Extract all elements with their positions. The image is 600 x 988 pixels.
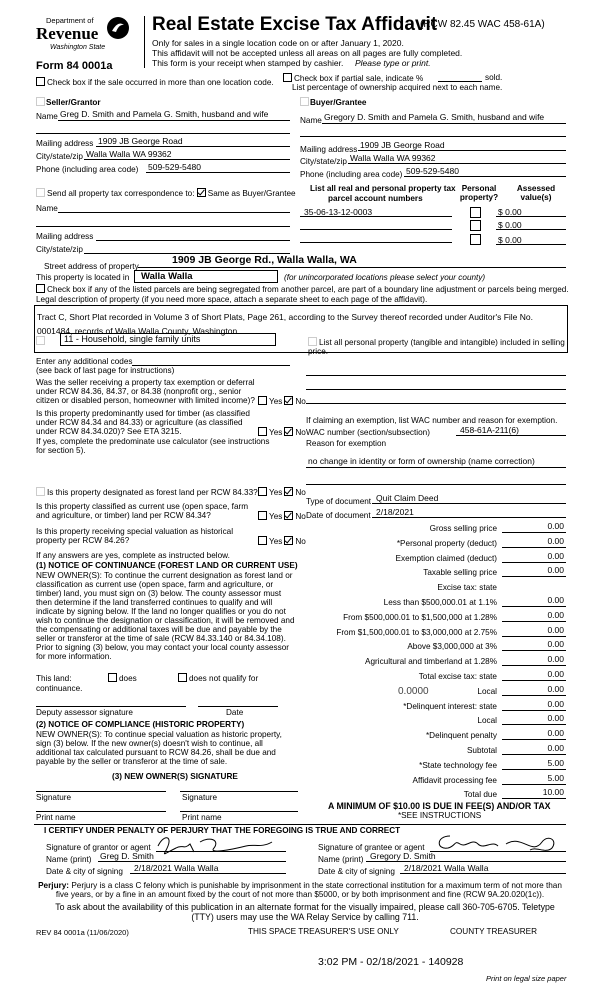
doc-date-line [372, 517, 566, 518]
perjury-text: Perjury is a class C felony which is punishable by imprisonment in the state correctional institution for a maximum term of not more than five years, or by a fine in an amount fixed by the court of not more than $5000, or by both imprisonment and fine (RCW 9A.20.020(1c)). [55, 881, 562, 899]
grantor-date-line [130, 873, 286, 874]
tax-row-value[interactable]: 0.00 [547, 565, 564, 575]
tax-row-line [502, 650, 566, 651]
q2-text: Is this property predominantly used for timber (as classified under RCW 84.34 and 84.33) or agriculture (as classified under RCW 84.34.020)? See ETA 3215. [36, 409, 250, 436]
doc-date-value[interactable]: 2/18/2021 [376, 507, 414, 517]
tax-row-value[interactable]: 0.00 [547, 536, 564, 546]
personal-list-marker [308, 337, 317, 346]
tax-row-value[interactable]: 0.00 [547, 551, 564, 561]
tax-row-line [502, 606, 566, 607]
personal-head: Personal property? [459, 184, 499, 202]
seller-phone[interactable]: 509-529-5480 [148, 162, 201, 172]
tax-row-value[interactable]: 0.00 [547, 610, 564, 620]
tax-row-line [502, 576, 566, 577]
assessed-line-3 [496, 244, 566, 245]
personal-checkbox-1[interactable] [470, 207, 483, 219]
tax-row-label: Gross selling price [429, 524, 497, 533]
parcel-line-2[interactable] [300, 229, 452, 230]
seller-mailing[interactable]: 1909 JB George Road [98, 136, 183, 146]
grantee-date-line [400, 873, 566, 874]
seller-city[interactable]: Walla Walla WA 99362 [86, 149, 172, 159]
minimum-line-1: A MINIMUM OF $10.00 IS DUE IN FEE(S) AND/OR TAX [328, 801, 551, 811]
header-line-1: Only for sales in a single location code on or after January 1, 2020. [152, 38, 404, 48]
deputy-label: Deputy assessor signature [36, 708, 133, 717]
tax-row-label: Affidavit processing fee [412, 776, 497, 785]
street-line [138, 267, 566, 268]
assessed-value-1[interactable]: $ 0.00 [498, 207, 522, 217]
notice-2-text: NEW OWNER(S): To continue special valuation as historic property, sign (3) below. If the new owner(s) doesn't wish to continue, all additional tax calculated pursuant to RCW 84.26, shall be due and payable by the seller or transferor at the time of sale. [36, 730, 282, 766]
correspondence-marker [36, 188, 45, 197]
tax-row-line [502, 695, 566, 696]
tax-row-line [502, 710, 566, 711]
revenue-swirl-icon [106, 16, 130, 40]
reason-line-1 [306, 467, 566, 468]
header-line-3b: Please type or print. [355, 58, 431, 68]
seller-phone-label: Phone (including area code) [36, 165, 139, 174]
tax-row-label: *State technology fee [419, 761, 497, 770]
parcel-line-3[interactable] [300, 242, 452, 243]
grantor-date[interactable]: 2/18/2021 Walla Walla [134, 863, 219, 873]
additional-codes-label: Enter any additional codes [36, 357, 133, 366]
personal-list-label [308, 337, 566, 356]
seller-phone-line [146, 172, 290, 173]
q2-no-checkbox[interactable] [284, 427, 293, 436]
seller-city-label: City/state/zip [36, 152, 83, 161]
tax-row-label: Total due [463, 790, 497, 799]
personal-checkbox-3[interactable] [470, 234, 483, 246]
same-as-buyer-checkbox[interactable] [197, 188, 206, 197]
tax-row-label: Exemption claimed (deduct) [395, 554, 497, 563]
grantor-name[interactable]: Greg D. Smith [100, 851, 154, 861]
q3-label: Is this property designated as forest land per RCW 84.33? [47, 488, 258, 497]
personal-list-text: List all personal property (tangible and intangible) included in selling price. [308, 338, 565, 356]
tax-row-label: Local [477, 716, 497, 725]
multi-location-checkbox[interactable] [36, 77, 45, 86]
doc-date-label: Date of document [306, 511, 371, 520]
segregate-check[interactable] [36, 284, 569, 294]
doc-type-label: Type of document [306, 497, 372, 506]
use-code-select[interactable] [60, 333, 276, 346]
tax-row-line [502, 798, 566, 799]
use-code-value: 11 - Household, single family units [64, 334, 201, 344]
buyer-city[interactable]: Walla Walla WA 99362 [350, 153, 436, 163]
parcel-number-1[interactable]: 35-06-13-12-0003 [304, 207, 373, 217]
tax-row-value[interactable]: 0.00 [547, 728, 564, 738]
tax-row-label: *Personal property (deduct) [396, 539, 497, 548]
tax-row-value[interactable]: 0.00 [547, 684, 564, 694]
q3-yes-checkbox[interactable] [258, 487, 267, 496]
multi-location-check[interactable] [36, 77, 274, 87]
q4-yes-label: Yes [269, 512, 283, 521]
q4-answer [258, 511, 306, 521]
q5-text: Is this property receiving special valuation as historical property per RCW 84.26? [36, 527, 234, 545]
tax-row-label: Excise tax: state [437, 583, 497, 592]
buyer-marker [300, 97, 309, 106]
tax-row-line [502, 547, 566, 548]
header-line-2: This affidavit will not be accepted unless all areas on all pages are fully completed. [152, 48, 463, 58]
notice-2-title: (2) NOTICE OF COMPLIANCE (HISTORIC PROPERTY) [36, 720, 245, 729]
partial-percent-field[interactable] [438, 81, 482, 82]
located-note: (for unincorporated locations please select your county) [284, 273, 486, 282]
grantor-date-label: Date & city of signing [46, 867, 123, 876]
does-not-label: does not qualify for [189, 674, 259, 683]
assessed-head: Assessed value(s) [516, 184, 556, 202]
tax-row-label: Total excise tax: state [418, 672, 497, 681]
owner-sig-line-1[interactable] [36, 791, 166, 792]
same-as-buyer-label: Same as Buyer/Grantee [207, 189, 296, 198]
buyer-name-line [322, 123, 566, 124]
q5-yes-checkbox[interactable] [258, 536, 267, 545]
buyer-mailing-line [358, 150, 566, 151]
corr-name-line[interactable] [58, 212, 290, 213]
notice-3-title: (3) NEW OWNER(S) SIGNATURE [112, 772, 238, 781]
correspondence-label: Send all property tax correspondence to: [47, 189, 195, 198]
minimum-line-2: *SEE INSTRUCTIONS [398, 811, 482, 820]
buyer-heading: Buyer/Grantee [310, 98, 367, 107]
q1-no-label: No [295, 397, 306, 406]
tax-row-label: Taxable selling price [423, 568, 497, 577]
q4-no-label: No [295, 512, 306, 521]
header-divider [144, 16, 145, 68]
tax-row-line [502, 636, 566, 637]
county-treasurer: COUNTY TREASURER [450, 927, 538, 936]
tax-row-label: *Delinquent penalty [425, 731, 497, 740]
q3-text [36, 487, 258, 497]
segregate-label: Check box if any of the listed parcels are being segregated from another parcel, are part of a boundary line adjustment or parcels being merged. [47, 285, 569, 294]
reason-line-2[interactable] [306, 484, 566, 485]
grantor-name-label: Name (print) [46, 855, 92, 864]
tax-row-label: Agricultural and timberland at 1.28% [365, 657, 497, 666]
q3-yes-label: Yes [269, 488, 283, 497]
does-label: does [119, 674, 137, 683]
tax-row-value[interactable]: 0.00 [547, 625, 564, 635]
tax-row-line [502, 769, 566, 770]
buyer-name[interactable]: Gregory D. Smith and Pamela G. Smith, husband and wife [324, 112, 545, 122]
county-select[interactable] [134, 270, 278, 283]
tax-row-label: *Delinquent interest: state [403, 702, 497, 711]
sold-label: sold. [485, 73, 503, 82]
correspondence-row [36, 188, 296, 198]
tax-row-value[interactable]: 0.00 [547, 669, 564, 679]
q5-no-checkbox[interactable] [284, 536, 293, 545]
seller-name-line [58, 120, 290, 121]
percent-ownership-note: List percentage of ownership acquired next to each name. [292, 83, 503, 92]
located-label: This property is located in [36, 273, 130, 282]
tax-row-value[interactable]: 0.00 [547, 699, 564, 709]
q2-yes-label: Yes [269, 428, 283, 437]
q2b-text: If yes, complete the predominate use calculator (see instructions for section 5). [36, 437, 270, 455]
tax-row-line [502, 754, 566, 755]
q4-text: Is this property classified as current use (open space, farm and agriculture, or timber) land per RCW 84.34? [36, 502, 249, 520]
logo-dept: Department of [46, 16, 94, 25]
tax-row-value[interactable]: 0.00 [547, 521, 564, 531]
does-option[interactable] [108, 673, 137, 683]
owner-print-label-1: Print name [36, 813, 76, 822]
q3-no-checkbox[interactable] [284, 487, 293, 496]
partial-sale-check[interactable] [283, 73, 423, 83]
seller-city-line [84, 159, 290, 160]
grantee-name-label: Name (print) [318, 855, 364, 864]
q2-no-label: No [295, 428, 306, 437]
tax-row-line [502, 665, 566, 666]
q3-marker [36, 487, 45, 496]
q4-no-checkbox[interactable] [284, 511, 293, 520]
partial-sale-label: Check box if partial sale, indicate % [294, 74, 424, 83]
doc-type-line [372, 503, 566, 504]
notice-1-text: NEW OWNER(S): To continue the current designation as forest land or classification as current use (open space, farm and agriculture, or timber) land, you must sign on (3) below. The county assessor must then determine if the land transferred continues to qualify and will indicate by signing below. If the land no longer qualifies or you do not wish to continue the designation or classification, it will be removed and the compensating or additional taxes will be due and payable by the seller or transferor at the time of sale (RCW 84.33.140 or 84.34.108). Prior to signing (3) below, you may contact your local county assessor for more information. [36, 571, 295, 661]
tax-row-line [502, 562, 566, 563]
county-value: Walla Walla [141, 271, 193, 282]
personal-checkbox-2[interactable] [470, 220, 483, 232]
seller-mailing-label: Mailing address [36, 139, 94, 148]
corr-mailing-label: Mailing address [36, 232, 94, 241]
tax-row-value[interactable]: 10.00 [542, 787, 564, 797]
seller-mailing-line [96, 146, 290, 147]
legal-size-note: Print on legal size paper [486, 974, 567, 983]
does-not-checkbox[interactable] [178, 673, 187, 682]
seller-heading: Seller/Grantor [46, 98, 101, 107]
assessed-line-1 [496, 216, 566, 217]
owner-print-label-2: Print name [182, 813, 222, 822]
owner-print-line-2[interactable] [180, 811, 298, 812]
parcel-line-1 [300, 216, 452, 217]
grantee-date[interactable]: 2/18/2021 Walla Walla [404, 863, 489, 873]
personal-list-line-3[interactable] [306, 403, 566, 404]
legal-description: Tract C, Short Plat recorded in Volume 3 of Short Plats, Page 261, according to the Survey thereof recorded under Auditor's File No. 0001484, records of Walla Walla County, Washington. [37, 312, 533, 336]
corr-name-line-2[interactable] [36, 226, 290, 227]
grantee-date-label: Date & city of signing [318, 867, 395, 876]
tax-row-label: From $1,500,000.01 to $3,000,000 at 2.75% [336, 628, 497, 637]
form-title: Real Estate Excise Tax Affidavit [152, 14, 438, 35]
treasurer-stamp: 3:02 PM - 02/18/2021 - 140928 [318, 956, 464, 968]
tax-row-line [502, 724, 566, 725]
buyer-mailing[interactable]: 1909 JB George Road [360, 140, 445, 150]
buyer-phone-line [404, 176, 566, 177]
multi-location-label: Check box if the sale occurred in more than one location code. [47, 78, 274, 87]
owner-sig-label-1: Signature [36, 793, 72, 802]
grantor-sig-label: Signature of grantor or agent [46, 843, 151, 852]
reason-label: Reason for exemption [306, 439, 387, 448]
dor-logo [36, 16, 136, 60]
form-number: Form 84 0001a [36, 60, 113, 72]
tax-row-label: Local [477, 687, 497, 696]
buyer-city-label: City/state/zip [300, 157, 347, 166]
street-label: Street address of property [44, 262, 139, 271]
assessed-value-3[interactable]: $ 0.00 [498, 235, 522, 245]
tax-row-label: Less than $500,000.01 at 1.1% [383, 598, 497, 607]
logo-brand: Revenue [36, 24, 99, 43]
local-rate[interactable]: 0.0000 [398, 686, 429, 697]
form-rcw: (RCW 82.45 WAC 458-61A) [420, 19, 545, 30]
does-not-option[interactable] [178, 673, 258, 683]
segregate-checkbox[interactable] [36, 284, 45, 293]
q1-no-checkbox[interactable] [284, 396, 293, 405]
this-land-label: This land: [36, 674, 72, 683]
buyer-name-line-2 [300, 136, 566, 137]
tax-row-value[interactable]: 0.00 [547, 743, 564, 753]
parcel-head-1: List all real and personal property tax [310, 184, 456, 193]
treasurer-only: THIS SPACE TREASURER'S USE ONLY [248, 927, 399, 936]
partial-sale-checkbox[interactable] [283, 73, 292, 82]
deputy-date-label: Date [226, 708, 244, 717]
tax-row-line [502, 739, 566, 740]
deputy-date-line[interactable] [198, 706, 278, 707]
tax-row-value[interactable]: 0.00 [547, 654, 564, 664]
corr-mailing-line[interactable] [96, 240, 290, 241]
wac-value[interactable]: 458-61A-211(6) [460, 425, 519, 435]
tax-row-line [502, 784, 566, 785]
personal-list-line-2[interactable] [306, 389, 566, 390]
grantor-signature [150, 832, 280, 858]
tax-row-line [502, 532, 566, 533]
reason-value[interactable]: no change in identity or form of ownership (name correction) [308, 456, 535, 466]
grantor-name-line [98, 861, 286, 862]
assessed-line-2 [496, 229, 566, 230]
perjury-label: Perjury: [38, 881, 70, 890]
q5-yes-label: Yes [269, 537, 283, 546]
buyer-city-line [348, 163, 566, 164]
tax-row-value[interactable]: 0.00 [547, 713, 564, 723]
certify-heading: I CERTIFY UNDER PENALTY OF PERJURY THAT THE FOREGOING IS TRUE AND CORRECT [44, 826, 401, 835]
perjury-notice [34, 881, 566, 899]
q1-text: Was the seller receiving a property tax exemption or deferral under RCW 84.36, 84.37, or 84.38 (nonprofit org., senior citizen or disabled person, homeowner with limited income)? [36, 378, 255, 405]
tax-row-value[interactable]: 0.00 [547, 639, 564, 649]
seller-name-line-2 [36, 133, 290, 134]
grantee-sig-label: Signature of grantee or agent [318, 843, 425, 852]
buyer-name-label: Name [300, 116, 322, 125]
buyer-phone[interactable]: 509-529-5480 [406, 166, 459, 176]
wac-label: WAC number (section/subsection) [306, 428, 430, 437]
q2-answer [258, 427, 306, 437]
grantee-name[interactable]: Gregory D. Smith [370, 851, 436, 861]
tax-row-value[interactable]: 5.00 [547, 773, 564, 783]
tax-row-label: From $500,000.01 to $1,500,000 at 1.28% [343, 613, 497, 622]
deputy-sig-line[interactable] [36, 706, 186, 707]
seller-name-label: Name [36, 112, 58, 121]
parcel-head-2: parcel account numbers [328, 194, 423, 203]
seller-name[interactable]: Greg D. Smith and Pamela G. Smith, husband and wife [60, 109, 269, 119]
q1-yes-checkbox[interactable] [258, 396, 267, 405]
personal-list-line-1[interactable] [306, 375, 566, 376]
tax-row-value[interactable]: 0.00 [547, 595, 564, 605]
owner-sig-line-2[interactable] [180, 791, 298, 792]
wac-line [456, 435, 566, 436]
does-checkbox[interactable] [108, 673, 117, 682]
if-any-note: If any answers are yes, complete as instructed below. [36, 551, 230, 560]
buyer-mailing-label: Mailing address [300, 145, 358, 154]
q2-yes-checkbox[interactable] [258, 427, 267, 436]
tax-row-line [502, 680, 566, 681]
logo-state: Washington State [50, 44, 106, 51]
owner-sig-label-2: Signature [182, 793, 218, 802]
q1-answer [258, 396, 306, 406]
q5-no-label: No [295, 537, 306, 546]
buyer-phone-label: Phone (including area code) [300, 170, 403, 179]
legal-label: Legal description of property (if you need more space, attach a separate sheet to each page of the affidavit). [36, 295, 428, 304]
q4-yes-checkbox[interactable] [258, 511, 267, 520]
rev-number: REV 84 0001a (11/06/2020) [36, 928, 129, 937]
tax-row-line [502, 621, 566, 622]
tax-row-label: Above $3,000,000 at 3% [407, 642, 497, 651]
exempt-claim-label: If claiming an exemption, list WAC number and reason for exemption. [306, 416, 558, 425]
grantee-signature [432, 830, 566, 858]
header-line-3: This form is your receipt when stamped by cashier. [152, 58, 344, 68]
notice-1-title: (1) NOTICE OF CONTINUANCE (FOREST LAND OR CURRENT USE) [36, 561, 298, 570]
assessed-value-2[interactable]: $ 0.00 [498, 220, 522, 230]
corr-city-label: City/state/zip [36, 245, 83, 254]
street-address[interactable]: 1909 JB George Rd., Walla Walla, WA [172, 254, 357, 266]
see-back-note: (see back of last page for instructions) [36, 366, 175, 375]
q3-no-label: No [295, 488, 306, 497]
q1-yes-label: Yes [269, 397, 283, 406]
owner-print-line-1[interactable] [36, 811, 166, 812]
q5-answer [258, 536, 306, 546]
alt-format-notice: To ask about the availability of this publication in an alternate format for the visually impaired, please call 360-705-6705. Teletype (TTY) users may use the WA Relay Service by calling 711. [55, 902, 555, 922]
continuance-label: continuance. [36, 684, 83, 693]
tax-row-value[interactable]: 5.00 [547, 758, 564, 768]
seller-marker [36, 97, 45, 106]
grantee-name-line [366, 861, 566, 862]
q3-answer [258, 487, 306, 497]
corr-name-label: Name [36, 204, 58, 213]
tax-row-label: Subtotal [466, 746, 497, 755]
use-code-marker [36, 336, 47, 346]
doc-type-value[interactable]: Quit Claim Deed [376, 493, 439, 503]
